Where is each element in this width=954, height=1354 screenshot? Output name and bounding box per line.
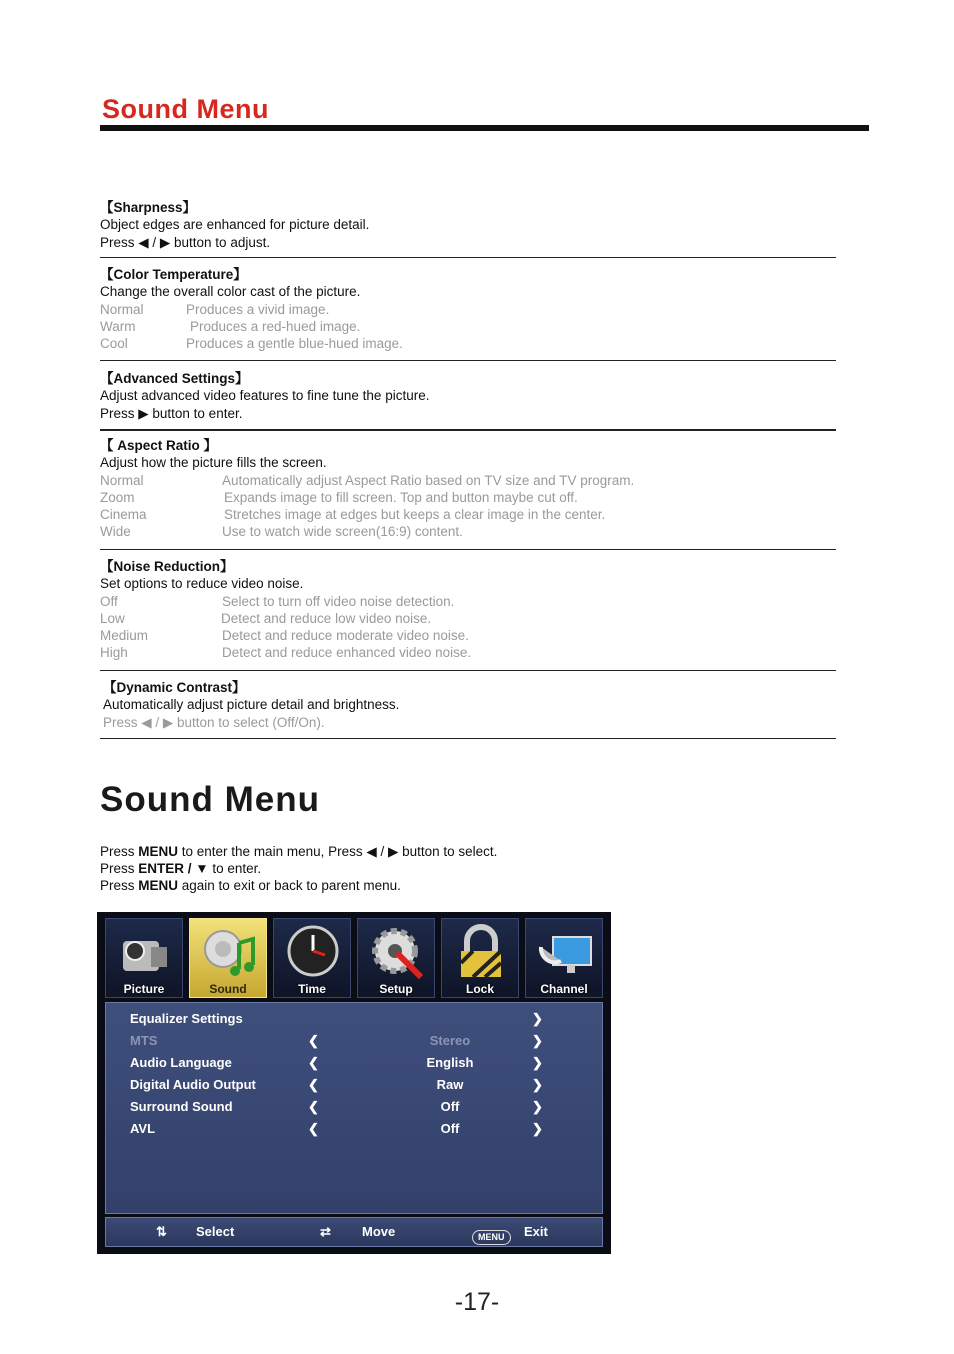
option-row <box>100 318 836 335</box>
option-name: Zoom <box>100 489 135 505</box>
chevron-left-icon: ❮ <box>308 1121 319 1136</box>
option-row <box>100 610 836 627</box>
tab-label: Time <box>298 982 326 996</box>
tab-picture[interactable] <box>105 918 183 998</box>
menu-row-mts[interactable] <box>130 1033 580 1053</box>
option-row <box>100 523 836 540</box>
tv-menu-panel <box>105 1002 603 1214</box>
option-name: Wide <box>100 524 131 540</box>
option-desc: Produces a gentle blue-hued image. <box>186 336 403 352</box>
option-row <box>100 489 836 506</box>
divider <box>100 429 836 431</box>
tv-menu-screenshot <box>97 912 611 1254</box>
enter-key-label: ENTER / ▼ <box>138 861 209 876</box>
menu-row-digital-audio-output[interactable] <box>130 1077 580 1097</box>
instr-text: Press <box>100 861 139 876</box>
option-desc: Stretches image at edges but keeps a clear image in the center. <box>224 507 606 523</box>
header-rule <box>100 125 869 131</box>
lock-icon <box>451 923 511 983</box>
tab-time[interactable] <box>273 918 351 998</box>
monitor-dish-icon <box>535 923 595 983</box>
footer-exit-label: Exit <box>524 1224 548 1239</box>
camcorder-icon <box>115 923 175 983</box>
section-noise-reduction <box>100 558 836 662</box>
chevron-left-icon: ❮ <box>308 1033 319 1048</box>
option-desc: Use to watch wide screen(16:9) content. <box>222 524 463 540</box>
section-line: Adjust advanced video features to fine tune the picture. <box>100 388 430 404</box>
section-desc: Change the overall color cast of the picture. <box>100 284 361 300</box>
divider <box>100 738 836 739</box>
option-name: Cool <box>100 336 128 352</box>
tv-menu-footer <box>105 1217 603 1247</box>
gear-wrench-icon <box>367 923 427 983</box>
footer-move-label: Move <box>362 1224 396 1239</box>
instr-text: to enter. <box>208 861 262 876</box>
option-row <box>100 472 836 489</box>
divider <box>100 257 836 258</box>
option-desc: Detect and reduce low video noise. <box>221 610 432 626</box>
section-desc: Automatically adjust picture detail and brightness. <box>103 697 400 713</box>
page-number: -17- <box>454 1288 500 1316</box>
row-label: Equalizer Settings <box>130 1011 243 1026</box>
option-row <box>100 627 836 644</box>
menu-row-avl[interactable] <box>130 1121 580 1141</box>
chevron-right-icon: ❯ <box>532 1033 543 1048</box>
row-value: Raw <box>436 1077 464 1092</box>
tab-label: Sound <box>209 982 247 996</box>
menu-row-equalizer[interactable] <box>130 1011 580 1031</box>
tab-label: Channel <box>540 982 588 996</box>
section-dynamic-contrast <box>103 679 839 731</box>
chevron-right-icon: ❯ <box>532 1011 543 1026</box>
option-name: Off <box>100 593 118 609</box>
section-title: 【Sharpness】 <box>100 200 197 215</box>
sound-menu-instructions <box>100 843 497 894</box>
divider <box>100 670 836 671</box>
section-title: 【Color Temperature】 <box>100 267 247 282</box>
tab-label: Picture <box>123 982 165 996</box>
row-label: MTS <box>130 1033 158 1048</box>
left-right-arrows-icon: ⇄ <box>320 1224 331 1239</box>
option-row <box>100 593 836 610</box>
option-desc: Detect and reduce moderate video noise. <box>222 628 469 644</box>
tab-label: Lock <box>465 982 494 996</box>
chevron-left-icon: ❮ <box>308 1055 319 1070</box>
chevron-left-icon: ❮ <box>308 1099 319 1114</box>
row-value: Off <box>440 1121 460 1136</box>
tab-channel[interactable] <box>525 918 603 998</box>
menu-key-text: MENU <box>472 1230 511 1245</box>
menu-row-audio-language[interactable] <box>130 1055 580 1075</box>
divider <box>100 549 836 550</box>
page-header-title: Sound Menu <box>102 94 269 124</box>
tv-menu-tabs <box>105 918 605 998</box>
option-desc: Expands image to fill screen. Top and button maybe cut off. <box>224 489 578 505</box>
chevron-left-icon: ❮ <box>308 1077 319 1092</box>
option-desc: Produces a vivid image. <box>186 301 330 317</box>
clock-icon <box>283 923 343 983</box>
row-value: Stereo <box>429 1033 471 1048</box>
option-desc: Detect and reduce enhanced video noise. <box>222 645 472 661</box>
section-color-temperature <box>100 266 836 352</box>
section-advanced-settings <box>100 370 836 422</box>
chevron-right-icon: ❯ <box>532 1077 543 1092</box>
music-note-icon <box>199 923 259 983</box>
divider <box>100 360 836 361</box>
option-name: Normal <box>100 301 144 317</box>
option-row <box>100 506 836 523</box>
option-row <box>100 644 836 661</box>
menu-row-surround-sound[interactable] <box>130 1099 580 1119</box>
section-line: Press ◀ / ▶ button to adjust. <box>100 234 271 250</box>
option-desc: Select to turn off video noise detection. <box>222 593 455 609</box>
instr-text: Press <box>100 878 139 893</box>
section-desc: Adjust how the picture fills the screen. <box>100 455 327 471</box>
section-title: 【Noise Reduction】 <box>100 559 234 574</box>
option-name: Warm <box>100 318 136 334</box>
section-title: 【Advanced Settings】 <box>100 371 249 386</box>
row-label: Digital Audio Output <box>130 1077 256 1092</box>
section-line: Press ▶ button to enter. <box>100 405 243 421</box>
row-value: English <box>426 1055 474 1070</box>
option-row <box>100 301 836 318</box>
section-title: 【 Aspect Ratio 】 <box>100 438 218 453</box>
option-name: Low <box>100 610 125 626</box>
row-label: Surround Sound <box>130 1099 233 1114</box>
tab-setup[interactable] <box>357 918 435 998</box>
section-line: Object edges are enhanced for picture detail. <box>100 217 370 233</box>
up-down-arrows-icon: ⇅ <box>156 1224 167 1239</box>
chevron-right-icon: ❯ <box>532 1055 543 1070</box>
option-name: Cinema <box>100 507 147 523</box>
option-name: Medium <box>100 628 149 644</box>
instr-text: Press <box>100 844 139 859</box>
section-sharpness <box>100 199 836 251</box>
section-aspect-ratio <box>100 437 836 541</box>
row-label: Audio Language <box>130 1055 232 1070</box>
chevron-right-icon: ❯ <box>532 1099 543 1114</box>
footer-select-label: Select <box>196 1224 235 1239</box>
sound-menu-title: Sound Menu <box>100 780 320 819</box>
option-name: Normal <box>100 472 144 488</box>
menu-key-label: MENU <box>138 878 179 893</box>
tab-lock[interactable] <box>441 918 519 998</box>
section-desc: Set options to reduce video noise. <box>100 576 304 592</box>
row-label: AVL <box>130 1121 156 1136</box>
tab-sound[interactable] <box>189 918 267 998</box>
section-title: 【Dynamic Contrast】 <box>103 680 246 695</box>
row-value: Off <box>440 1099 460 1114</box>
menu-key-label: MENU <box>138 844 179 859</box>
option-row <box>100 335 836 352</box>
instr-text: again to exit or back to parent menu. <box>178 878 401 893</box>
section-press-hint: Press ◀ / ▶ button to select (Off/On). <box>103 714 325 730</box>
option-desc: Automatically adjust Aspect Ratio based on TV size and TV program. <box>222 472 635 488</box>
option-desc: Produces a red-hued image. <box>190 318 361 334</box>
option-name: High <box>100 645 128 661</box>
chevron-right-icon: ❯ <box>532 1121 543 1136</box>
instr-text: to enter the main menu, Press ◀ / ▶ button to select. <box>178 844 498 859</box>
tab-label: Setup <box>379 982 413 996</box>
